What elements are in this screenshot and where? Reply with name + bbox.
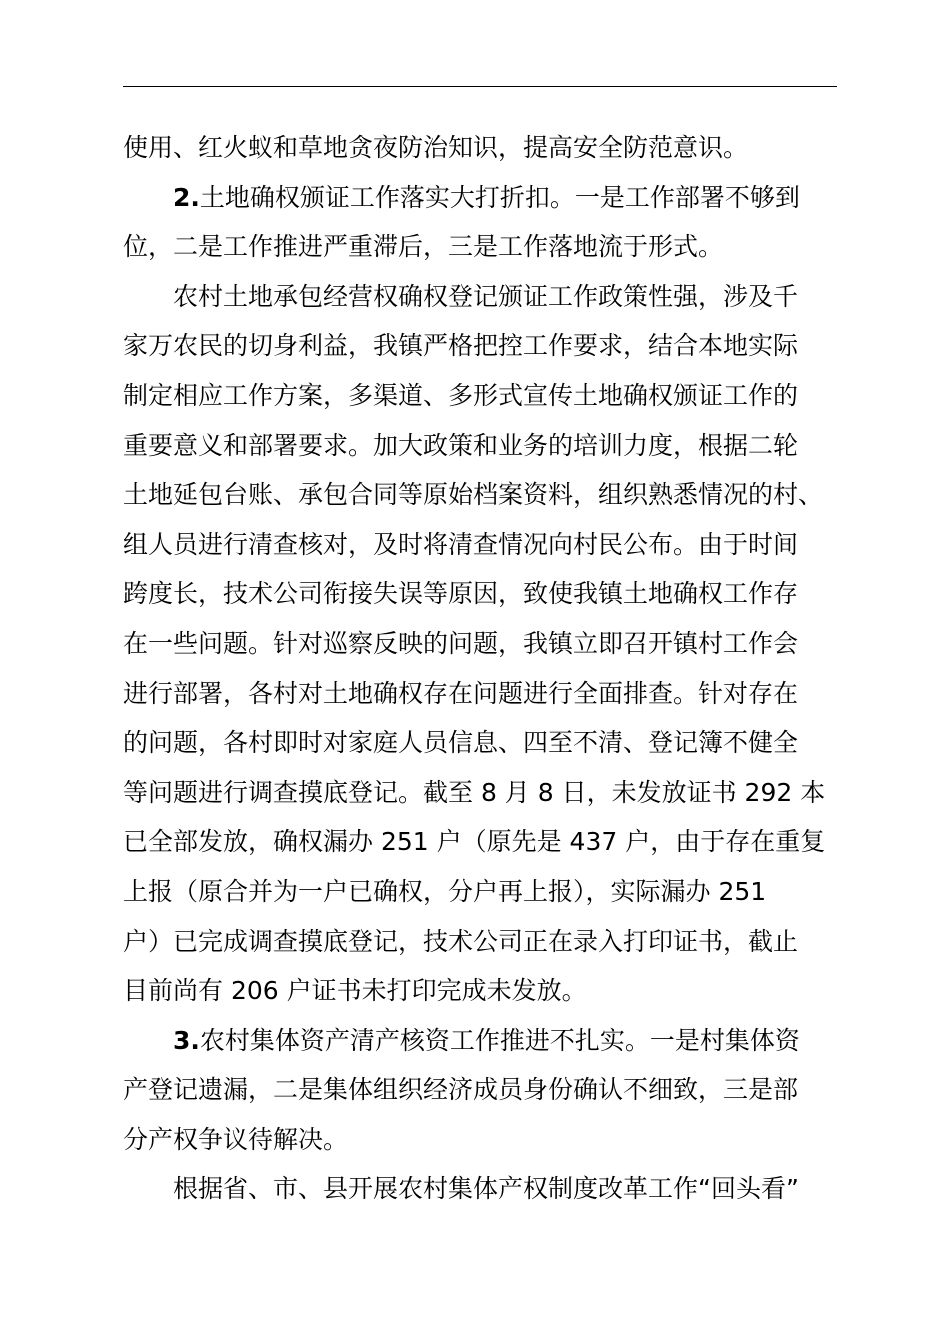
text-line: 目前尚有 206 户证书未打印完成未发放。 <box>123 976 587 1006</box>
text-line: 使用、红火蚁和草地贪夜防治知识，提高安全防范意识。 <box>123 133 749 162</box>
document-body <box>123 123 837 1214</box>
heading-2-text: 土地确权颁证工作落实大打折扣。一是工作部署不够到 <box>199 182 800 212</box>
text-line: 等问题进行调查摸底登记。截至 8 月 8 日，未发放证书 292 本 <box>123 777 826 807</box>
text-line: 分产权争议待解决。 <box>123 1124 349 1154</box>
header-rule <box>123 86 837 87</box>
text-line: 家万农民的切身利益，我镇严格把控工作要求，结合本地实际 <box>123 331 799 361</box>
heading-2-number: 2. <box>173 182 200 212</box>
heading-3-number: 3. <box>173 1025 200 1055</box>
text-line: 户）已完成调查摸底登记，技术公司正在录入打印证书，截止 <box>123 926 799 956</box>
text-line: 跨度长，技术公司衔接失误等原因，致使我镇土地确权工作存 <box>123 579 799 609</box>
paragraph-start-line: 农村土地承包经营权确权登记颁证工作政策性强，涉及千 <box>173 281 799 311</box>
text-line: 已全部发放，确权漏办 251 户（原先是 437 户，由于存在重复 <box>123 827 826 857</box>
heading-3-text: 农村集体资产清产核资工作推进不扎实。一是村集体资 <box>199 1025 800 1055</box>
text-line: 重要意义和部署要求。加大政策和业务的培训力度，根据二轮 <box>123 430 799 460</box>
text-line: 产登记遗漏，二是集体组织经济成员身份确认不细致，三是部 <box>123 1075 799 1105</box>
text-line: 的问题，各村即时对家庭人员信息、四至不清、登记簿不健全 <box>123 728 799 758</box>
text-line: 进行部署，各村对土地确权存在问题进行全面排查。针对存在 <box>123 678 799 708</box>
text-line: 土地延包台账、承包合同等原始档案资料，组织熟悉情况的村、 <box>123 480 824 510</box>
heading-2-line <box>123 173 837 223</box>
heading-3-line <box>123 1016 837 1066</box>
text-line: 组人员进行清查核对，及时将清查情况向村民公布。由于时间 <box>123 529 799 559</box>
text-line: 在一些问题。针对巡察反映的问题，我镇立即召开镇村工作会 <box>123 628 799 658</box>
text-line: 上报（原合并为一户已确权，分户再上报），实际漏办 251 <box>123 876 767 906</box>
text-line: 制定相应工作方案，多渠道、多形式宣传土地确权颁证工作的 <box>123 380 799 410</box>
paragraph-start-line: 根据省、市、县开展农村集体产权制度改革工作“回头看” <box>173 1174 799 1204</box>
text-line: 位，二是工作推进严重滞后，三是工作落地流于形式。 <box>123 232 724 262</box>
